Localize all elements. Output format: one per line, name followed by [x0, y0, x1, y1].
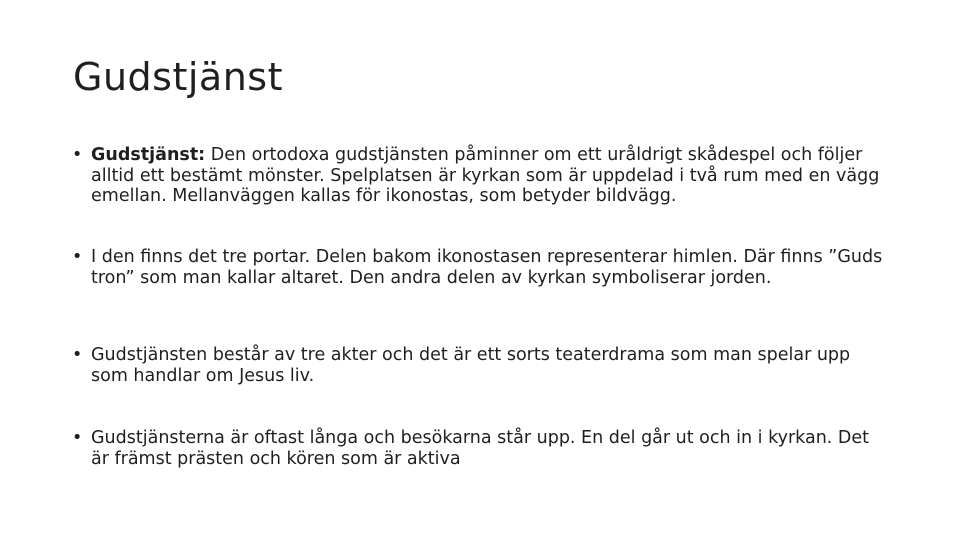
bullet-item-1-text: Den ortodoxa gudstjänsten påminner om ett uråldrigt skådespel och följer alltid ett bestämt mönster. Spelplatsen är kyrkan som är uppdelad i två rum med en vägg emellan. Mellanväggen kallas för ikonostas, som betyder bildvägg.: [91, 145, 880, 206]
bullet-item-1: [72, 145, 892, 207]
bullet-item-4-text: Gudstjänsterna är oftast långa och besökarna står upp. En del går ut och in i kyrkan. Det är främst prästen och kören som är aktiva: [91, 428, 870, 469]
bullet-item-1-label: Gudstjänst:: [91, 145, 206, 165]
bullet-item-2-text: I den finns det tre portar. Delen bakom ikonostasen representerar himlen. Där finns ”Guds tron” som man kallar altaret. Den andra delen av kyrkan symboliserar jorden.: [91, 247, 883, 288]
slide-title: Gudstjänst: [73, 55, 283, 99]
bullet-item-4: [72, 428, 892, 469]
bullet-item-3: [72, 345, 892, 386]
bullet-item-2: [72, 247, 892, 288]
bullet-item-3-text: Gudstjänsten består av tre akter och det är ett sorts teaterdrama som man spelar upp som handlar om Jesus liv.: [91, 345, 851, 386]
